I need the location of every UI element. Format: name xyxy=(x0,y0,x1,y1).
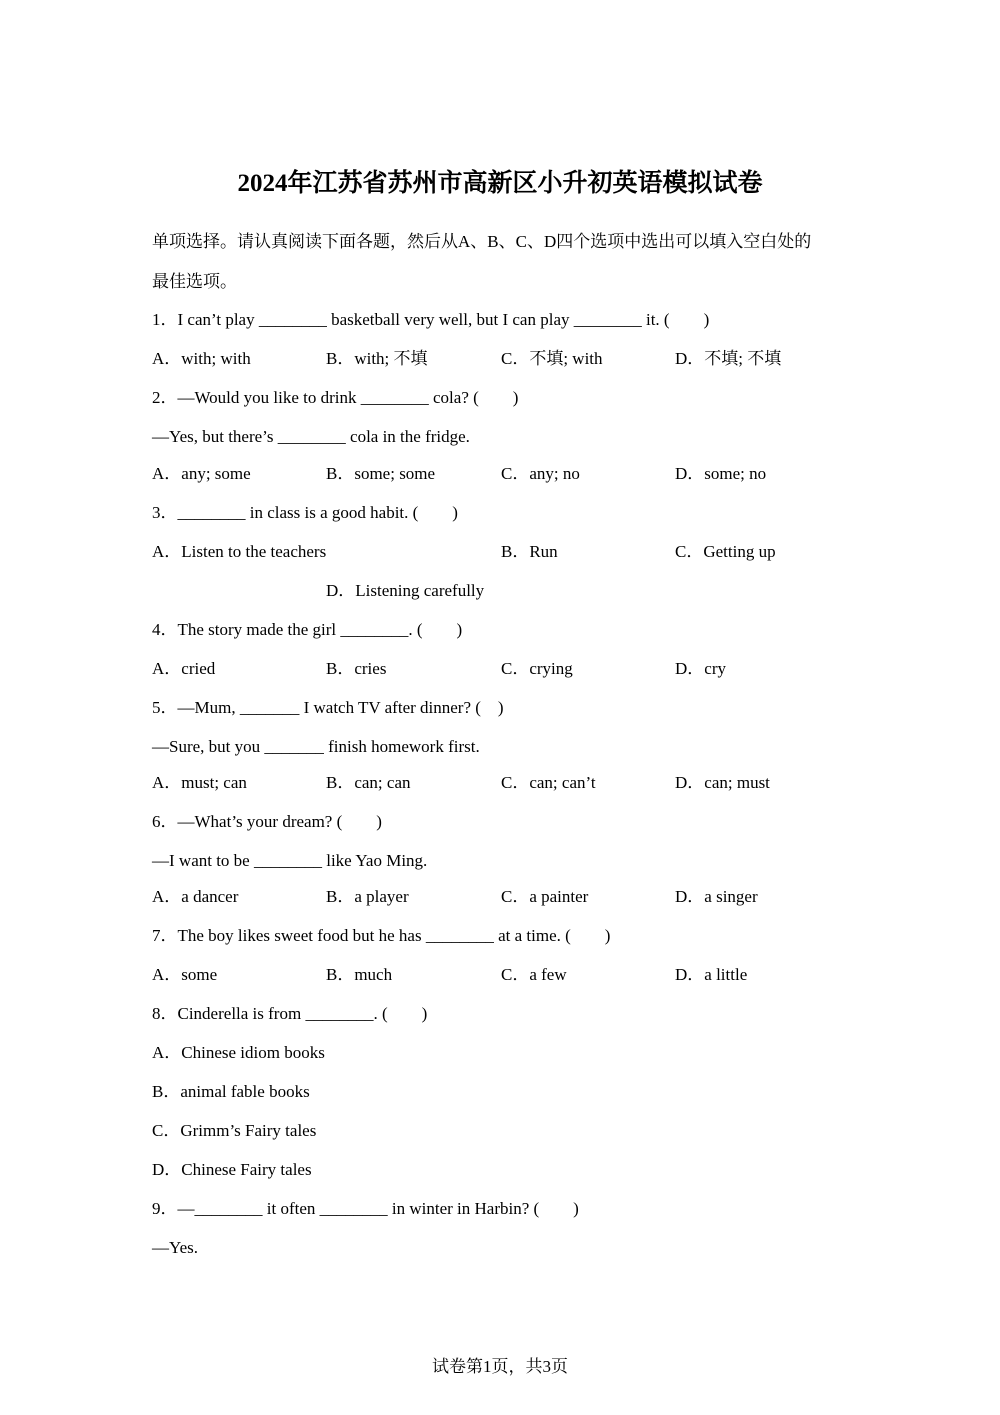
question-5-option-a: A．must; can xyxy=(152,773,247,792)
question-7-option-a: A．some xyxy=(152,965,218,984)
question-2-option-a: A．any; some xyxy=(152,464,251,483)
question-5-reply: —Sure, but you _______ finish homework first. xyxy=(152,737,480,756)
question-8-option-a: A．Chinese idiom books xyxy=(152,1043,325,1062)
question-1-option-a: A．with; with xyxy=(152,349,251,368)
question-4-option-a: A．cried xyxy=(152,659,216,678)
question-6-option-b: B．a player xyxy=(326,887,409,906)
question-5-option-c: C．can; can’t xyxy=(501,773,596,792)
question-7-text: 7．The boy likes sweet food but he has ________ at a time. ( ) xyxy=(152,926,611,945)
question-6-option-c: C．a painter xyxy=(501,887,589,906)
question-9-text: 9．—________ it often ________ in winter in Harbin? ( ) xyxy=(152,1199,579,1218)
question-2-reply: —Yes, but there’s ________ cola in the fridge. xyxy=(152,427,470,446)
question-3-text: 3．________ in class is a good habit. ( ) xyxy=(152,503,458,522)
question-6-option-d: D．a singer xyxy=(675,887,758,906)
question-4-option-c: C．crying xyxy=(501,659,573,678)
question-2-text: 2．—Would you like to drink ________ cola? ( ) xyxy=(152,388,519,407)
question-7-option-c: C．a few xyxy=(501,965,567,984)
question-1-option-d: D．不填; 不填 xyxy=(675,349,782,368)
question-2-option-b: B．some; some xyxy=(326,464,436,483)
question-3-option-b: B．Run xyxy=(501,542,558,561)
question-4-text: 4．The story made the girl ________. ( ) xyxy=(152,620,463,639)
question-8-text: 8．Cinderella is from ________. ( ) xyxy=(152,1004,428,1023)
question-9-reply: —Yes. xyxy=(152,1238,198,1257)
question-7-option-b: B．much xyxy=(326,965,393,984)
question-8-option-b: B．animal fable books xyxy=(152,1082,310,1101)
question-6-option-a: A．a dancer xyxy=(152,887,239,906)
question-2-option-d: D．some; no xyxy=(675,464,767,483)
question-5-text: 5．—Mum, _______ I watch TV after dinner? ( ) xyxy=(152,698,504,717)
question-8-option-c: C．Grimm’s Fairy tales xyxy=(152,1121,317,1140)
question-7-option-d: D．a little xyxy=(675,965,748,984)
question-1-option-c: C．不填; with xyxy=(501,349,603,368)
question-2-option-c: C．any; no xyxy=(501,464,580,483)
page-title: 2024年江苏省苏州市高新区小升初英语模拟试卷 xyxy=(237,170,763,197)
question-4-option-b: B．cries xyxy=(326,659,387,678)
question-3-option-d: D．Listening carefully xyxy=(326,581,485,600)
question-5-option-b: B．can; can xyxy=(326,773,411,792)
question-1-option-b: B．with; 不填 xyxy=(326,349,428,368)
page-footer: 试卷第1页，共3页 xyxy=(432,1357,568,1376)
section-instruction-line-2: 最佳选项。 xyxy=(152,272,237,291)
question-8-option-d: D．Chinese Fairy tales xyxy=(152,1160,312,1179)
question-1-text: 1．I can’t play ________ basketball very well, but I can play ________ it. ( ) xyxy=(152,310,710,329)
question-5-option-d: D．can; must xyxy=(675,773,770,792)
question-3-option-a: A．Listen to the teachers xyxy=(152,542,327,561)
question-6-reply: —I want to be ________ like Yao Ming. xyxy=(152,851,428,870)
section-instruction-line-1: 单项选择。请认真阅读下面各题，然后从A、B、C、D四个选项中选出可以填入空白处的 xyxy=(152,232,812,251)
question-6-text: 6．—What’s your dream? ( ) xyxy=(152,812,382,831)
question-3-option-c: C．Getting up xyxy=(675,542,776,561)
question-4-option-d: D．cry xyxy=(675,659,726,678)
